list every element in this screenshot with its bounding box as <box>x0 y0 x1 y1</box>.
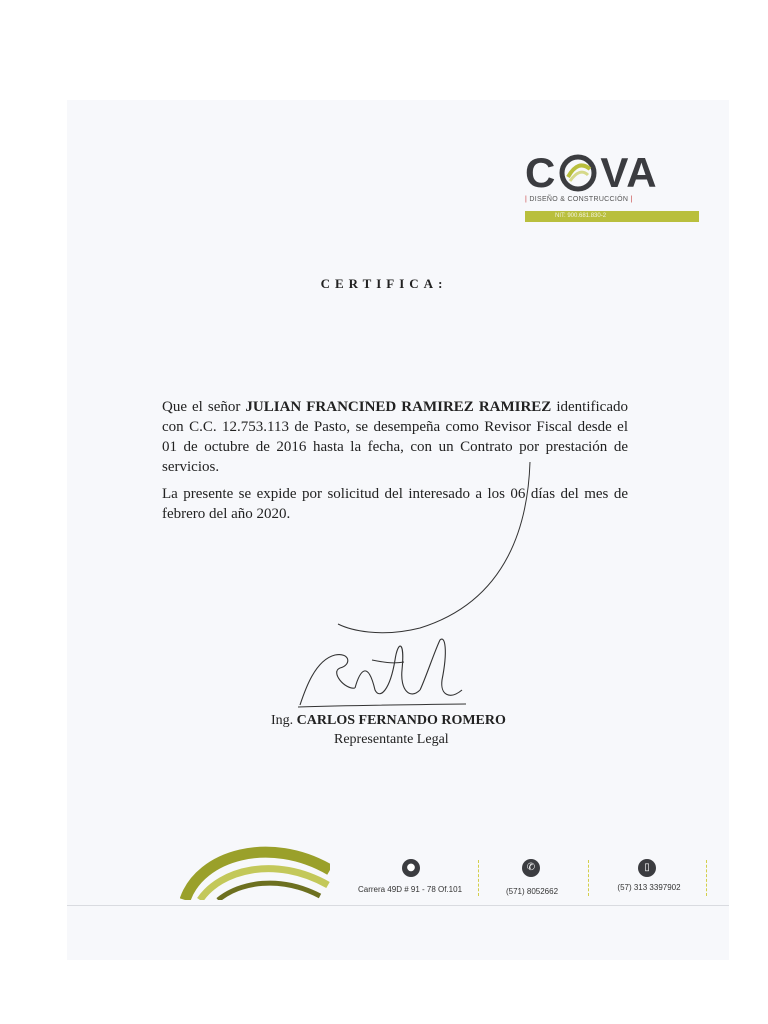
footer-phone: (571) 8052662 <box>505 887 559 896</box>
logo-nit-band: NIT: 900.681.830-2 <box>525 211 699 222</box>
document-page <box>67 100 729 960</box>
footer-separator <box>478 860 479 896</box>
signer-role: Representante Legal <box>334 732 449 747</box>
footer-swoosh-graphic <box>180 830 330 900</box>
mobile-icon: ▯ <box>638 859 656 877</box>
certificate-heading: CERTIFICA: <box>320 276 448 291</box>
signer-line: Ing. CARLOS FERNANDO ROMERO <box>271 713 506 728</box>
footer-separator <box>588 860 589 896</box>
certificate-paragraph-1: Que el señor JULIAN FRANCINED RAMIREZ RAMIREZ identificado con C.C. 12.753.113 de Pasto, se desempeña como Revisor Fiscal desde el 01 de octubre de 2016 hasta la fecha, con un Contrato por prestación de servicios. <box>162 399 628 475</box>
logo-o-swirl-icon <box>558 153 598 193</box>
logo-letters-va: VA <box>600 149 658 196</box>
certificate-paragraph-2: La presente se expide por solicitud del interesado a los 06 días del mes de febrero del año 2020. <box>162 486 628 522</box>
logo-letter-c: C <box>525 149 557 196</box>
employee-name: JULIAN FRANCINED RAMIREZ RAMIREZ <box>245 399 552 415</box>
scan-edge-line <box>67 905 729 906</box>
company-logo <box>525 150 700 225</box>
location-pin-icon: ● <box>402 859 420 877</box>
phone-icon: ✆ <box>522 859 540 877</box>
footer-address: Carrera 49D # 91 - 78 Of.101 <box>357 885 463 894</box>
logo-tagline: | DISEÑO & CONSTRUCCIÓN | <box>525 196 633 203</box>
logo-wordmark <box>525 150 658 196</box>
footer-separator <box>706 860 707 896</box>
signer-name: CARLOS FERNANDO ROMERO <box>296 713 506 728</box>
footer-mobile: (57) 313 3397902 <box>617 883 681 892</box>
